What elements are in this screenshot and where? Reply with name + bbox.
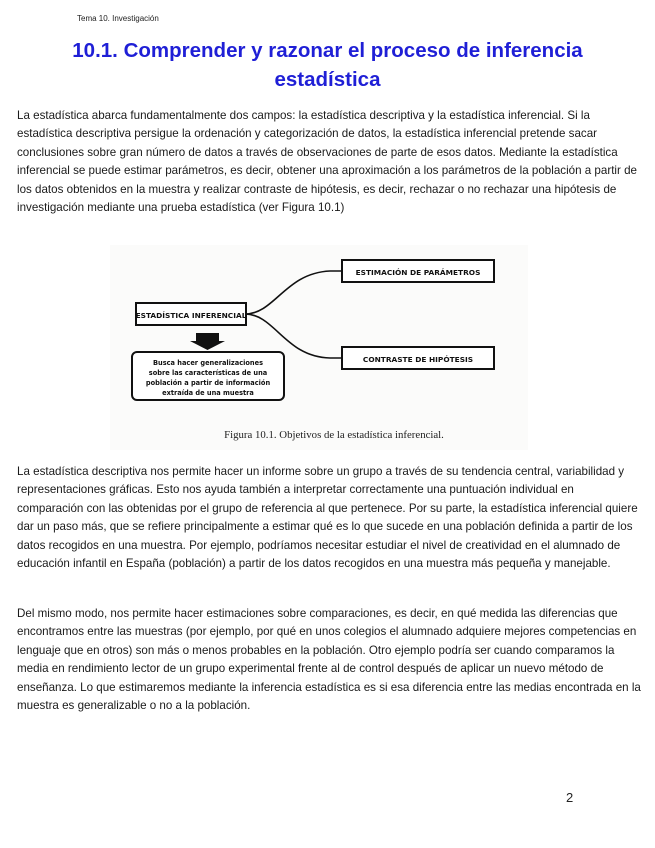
arrow-shaft — [196, 333, 219, 341]
note-line-1: Busca hacer generalizaciones — [152, 359, 264, 367]
paragraph-descriptive: La estadística descriptiva nos permite hacer un informe sobre un grupo a través de su tendencia central, variabilidad y representaciones gráficas. Esto nos ayuda también a interpretar correctamente una puntuación individual en comparación con las obtenidas por el grupo de referencia al que pertenece. Por su parte, la estadística inferencial quiere dar un paso más, que se refiere principalmente a estimar qué es lo que sucede en una población definida a partir de los datos recogidos en una muestra. Por ejemplo, podríamos necesitar estudiar el nivel de creatividad en el alumnado de educación infantil en España (población) a partir de los datos recogidos en una muestra más pequeña y manejable. — [17, 465, 638, 571]
paragraph-intro: La estadística abarca fundamentalmente dos campos: la estadística descriptiva y la estadística inferencial. Si la estadística descriptiva persigue la ordenación y categorización de datos, la estadística inferencial pretende sacar conclusiones sobre gran número de datos a través de observaciones de parte de esos datos. Mediante la estadística inferencial se puede estimar parámetros, es decir, obtener una aproximación a los parámetros de la población a partir de los datos obtenidos en la muestra y realizar contraste de hipótesis, es decir, rechazar o no rechazar una hipótesis de investigación mediante una prueba estadística (ver Figura 10.1) — [17, 109, 637, 215]
paragraph-comparisons: Del mismo modo, nos permite hacer estimaciones sobre comparaciones, es decir, en qué medida las diferencias que encontramos entre las muestras (por ejemplo, por qué en unos colegios el alumnado adquiere mejores competencias en lenguaje que en otros) son más o menos probables en la población. Otro ejemplo podría ser cuando comparamos la media en rendimiento lector de un grupo experimental frente al de control después de aplicar un nuevo método de enseñanza. Lo que estimaremos mediante la inferencia estadística es si esa diferencia entre las medias encontrada en la muestra es generalizable o no a la población. — [17, 607, 641, 713]
connector-to-top — [245, 271, 342, 314]
box-estimation-label: ESTIMACIÓN DE PARÁMETROS — [355, 268, 481, 277]
figure-10-1 — [110, 245, 528, 450]
section-title — [20, 36, 635, 94]
note-line-3: población a partir de información — [145, 379, 271, 387]
box-hypothesis-label: CONTRASTE DE HIPÓTESIS — [362, 355, 474, 364]
page-number: 2 — [566, 790, 574, 805]
section-title-line-1: 10.1. Comprender y razonar el proceso de inferencia — [72, 39, 583, 62]
section-title-line-2: estadística — [274, 68, 381, 91]
note-line-4: extraída de una muestra — [162, 389, 254, 397]
running-header: Tema 10. Investigación — [77, 14, 159, 23]
box-inferential-label: ESTADÍSTICA INFERENCIAL — [135, 311, 247, 320]
note-line-2: sobre las características de una — [148, 369, 268, 377]
down-arrow-icon — [190, 341, 225, 350]
figure-diagram — [110, 245, 528, 450]
figure-caption: Figura 10.1. Objetivos de la estadística inferencial. — [224, 429, 444, 441]
